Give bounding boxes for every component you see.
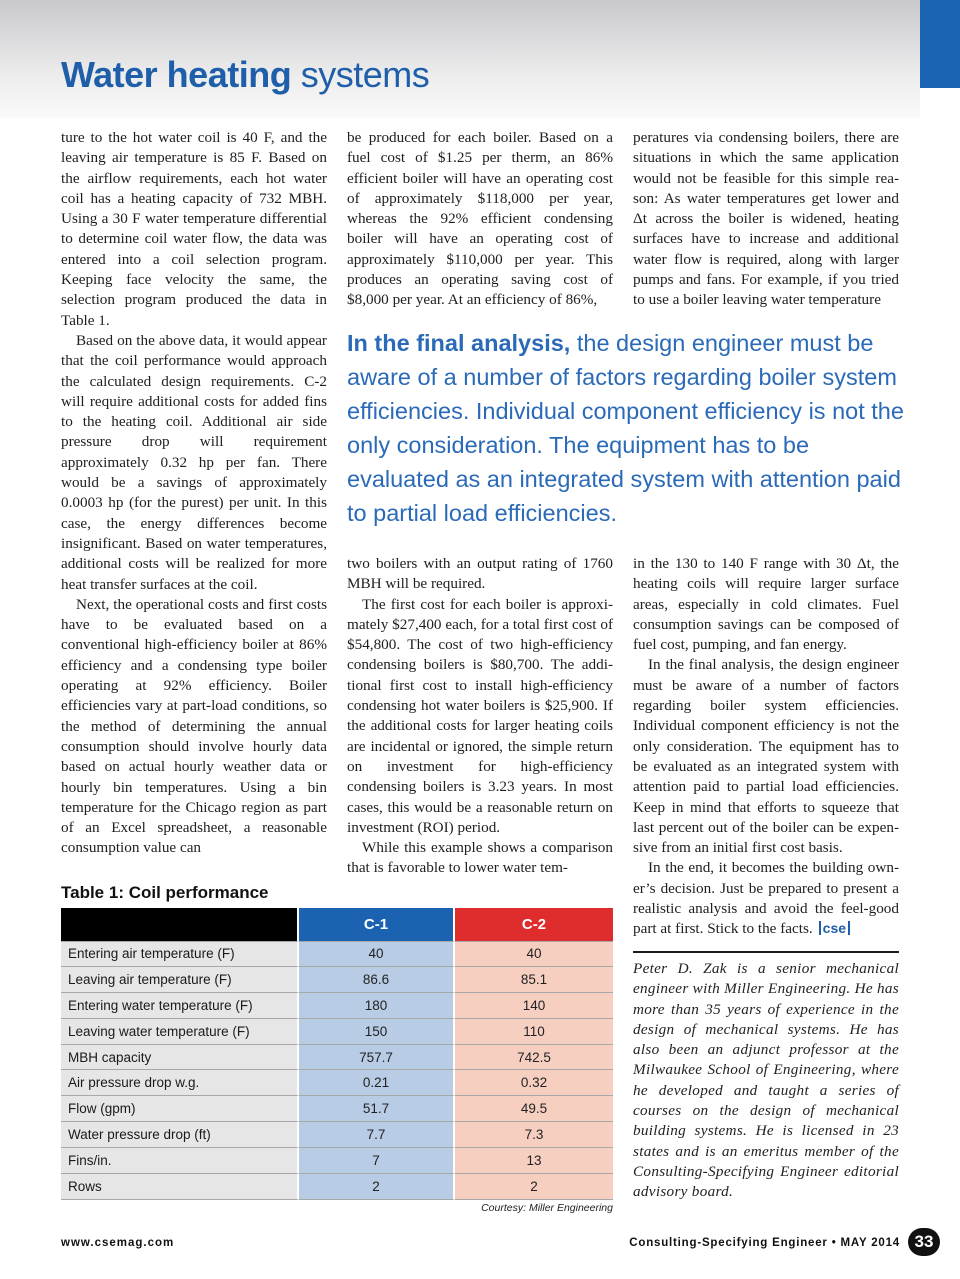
- c1-value: 7.7: [299, 1122, 455, 1148]
- table-row: [61, 1174, 613, 1200]
- paragraph: two boilers with an output rating of 1760 MBH will be required.: [347, 555, 613, 593]
- row-label: Leaving water temperature (F): [61, 1019, 299, 1045]
- paragraph: While this example shows a comparison that is favorable to lower water tem-: [347, 839, 613, 877]
- c1-value: 86.6: [299, 967, 455, 993]
- paragraph: [633, 858, 899, 939]
- paragraph: peratures via condensing boilers, there are situations in which the same application would not be feasible for this simple reason: As water temperatures get lower and Δt across the boiler is widened, heating surfaces have to increase and additional water flow is required, along with larger pumps and fans. For example, if you tried to use a boiler leaving water temperature: [633, 129, 899, 309]
- table-row: [61, 941, 613, 967]
- table-header-c2: C-2: [455, 908, 613, 941]
- c1-value: 757.7: [299, 1045, 455, 1071]
- table-courtesy: Courtesy: Miller Engineering: [481, 1202, 613, 1214]
- cse-logo: cse: [819, 921, 850, 935]
- coil-performance-table: [61, 908, 613, 1200]
- table-header-blank: [61, 908, 299, 941]
- paragraph: Next, the operational costs and first costs have to be evaluated based on a conventional high-efficiency boiler at 86% efficiency and a condensing type boiler operating at 92% efficiency. Boiler efficiencies vary at part-load conditions, so the method of determining the annual consumption should involve hourly data based on actual hourly weather data or hourly bin temperatures. Using a bin temperature for the Chicago region as part of an Excel spreadsheet, a reasonable consumption value can: [61, 595, 327, 857]
- row-label: Rows: [61, 1174, 299, 1200]
- pull-quote-text: the design engineer must be aware of a number of factors regarding boiler system efficiencies. Individual component efficiency is not the only consideration. The equipment has to be evaluated as an integrated system with attention paid to partial load efficiencies.: [347, 330, 904, 526]
- row-label: Leaving air temperature (F): [61, 967, 299, 993]
- table-row: [61, 1148, 613, 1174]
- c2-value: 49.5: [455, 1096, 613, 1122]
- c1-value: 180: [299, 993, 455, 1019]
- column-1: [61, 128, 327, 859]
- paragraph: Based on the above data, it would appear that the coil performance would approach the calculated design requirements. C-2 will require additional costs for added fins to the heating coil. Additional air side pressure drop will requirement approximately 0.32 hp per fan. There would be a savings of approximately 0.0003 hp (for the purest) per unit. In this case, the energy differences become insignificant. Based on water temperatures, additional costs will be realized for more heat transfer surfaces at the coil.: [61, 331, 327, 593]
- pull-quote-lead: In the final analysis,: [347, 330, 571, 356]
- paragraph: In the final analysis, the design engineer must be aware of a number of factors regarding boiler system efficiencies. Individual component efficiency is not the only consideration. The equipment has to be evaluated as an integrated system with attention paid to partial load efficiencies. Keep in mind that efforts to squeeze that last percent out of the boiler can be expensive from an initial first cost basis.: [633, 656, 899, 857]
- row-label: Water pressure drop (ft): [61, 1122, 299, 1148]
- c2-value: 13: [455, 1148, 613, 1174]
- table-row: [61, 967, 613, 993]
- table-header-row: [61, 908, 613, 941]
- table-row: [61, 1045, 613, 1071]
- row-label: Entering air temperature (F): [61, 941, 299, 967]
- paragraph: in the 130 to 140 F range with 30 Δt, the heating coils will require larger surface areas, especially in cold climates. Fuel consumption savings can be composed of fuel cost, pumping, and fan energy.: [633, 555, 899, 654]
- section-title-rest: systems: [291, 54, 430, 95]
- c2-value: 0.32: [455, 1070, 613, 1096]
- paragraph: The first cost for each boiler is approximately $27,400 each, for a total first cost of $54,800. The cost of two high-efficiency condensing boilers is $80,700. The additional first cost to install high-efficiency condensing hot water boilers is $25,900. If the additional costs for larger heating coils are incidental or ignored, the simple return on investment for high-efficiency condensing boilers is 3.23 years. In most cases, this would be a reasonable return on investment (ROI) period.: [347, 595, 613, 836]
- row-label: MBH capacity: [61, 1045, 299, 1071]
- c2-value: 85.1: [455, 967, 613, 993]
- c2-value: 40: [455, 941, 613, 967]
- c2-value: 140: [455, 993, 613, 1019]
- c1-value: 7: [299, 1148, 455, 1174]
- table-row: [61, 993, 613, 1019]
- c1-value: 150: [299, 1019, 455, 1045]
- paragraph: be produced for each boiler. Based on a fuel cost of $1.25 per therm, an 86% efficient boiler will have an operating cost of approximately $118,000 per year, whereas the 92% efficient condensing boiler will have an operating cost of approximately $110,000 per year. This produces an operating saving cost of $8,000 per year. At an efficiency of 86%,: [347, 129, 613, 309]
- pull-quote: [347, 326, 907, 530]
- paragraph: ture to the hot water coil is 40 F, and the leaving air temperature is 85 F. Based on the airflow requirements, each hot water coil has a heating capacity of 732 MBH. Using a 30 F water temperature differential to determine coil water flow, the data was entered into a coil selection program. Keeping face velocity the same, the selection program produced the data in Table 1.: [61, 129, 327, 329]
- c2-value: 2: [455, 1174, 613, 1200]
- row-label: Flow (gpm): [61, 1096, 299, 1122]
- section-title: [61, 54, 429, 96]
- bio-divider: [633, 951, 899, 953]
- table-row: [61, 1122, 613, 1148]
- table-row: [61, 1070, 613, 1096]
- row-label: Fins/in.: [61, 1148, 299, 1174]
- c1-value: 40: [299, 941, 455, 967]
- column-2-bottom: [347, 554, 613, 879]
- accent-bar: [920, 0, 960, 88]
- table-title: Table 1: Coil performance: [61, 883, 269, 902]
- page-number: 33: [908, 1228, 940, 1256]
- c1-value: 51.7: [299, 1096, 455, 1122]
- c2-value: 742.5: [455, 1045, 613, 1071]
- c2-value: 110: [455, 1019, 613, 1045]
- column-3-top: [633, 128, 899, 311]
- table-row: [61, 1019, 613, 1045]
- footer-url: www.csemag.com: [61, 1237, 175, 1249]
- table-header-c1: C-1: [299, 908, 455, 941]
- c2-value: 7.3: [455, 1122, 613, 1148]
- c1-value: 2: [299, 1174, 455, 1200]
- section-title-bold: Water heating: [61, 54, 292, 95]
- row-label: Air pressure drop w.g.: [61, 1070, 299, 1096]
- c1-value: 0.21: [299, 1070, 455, 1096]
- table-row: [61, 1096, 613, 1122]
- footer-publication: Consulting-Specifying Engineer • MAY 2014: [629, 1237, 900, 1249]
- column-3-bottom: [633, 554, 899, 940]
- paragraph-text: In the end, it becomes the building owner’s decision. Just be prepared to present a realistic analysis and avoid the feel-good part at first. Stick to the facts.: [633, 859, 899, 938]
- row-label: Entering water temperature (F): [61, 993, 299, 1019]
- author-bio: Peter D. Zak is a senior mechanical engineer with Miller Engineering. He has more than 35 years of experience in the design of mechanical systems. He has also been an adjunct professor at the Milwaukee School of Engineering, where he developed and taught a series of courses on the design of mechanical building systems. He is licensed in 23 states and is an emeritus member of the Consulting-Specifying Engineer editorial advisory board.: [633, 960, 899, 1201]
- column-2-top: [347, 128, 613, 311]
